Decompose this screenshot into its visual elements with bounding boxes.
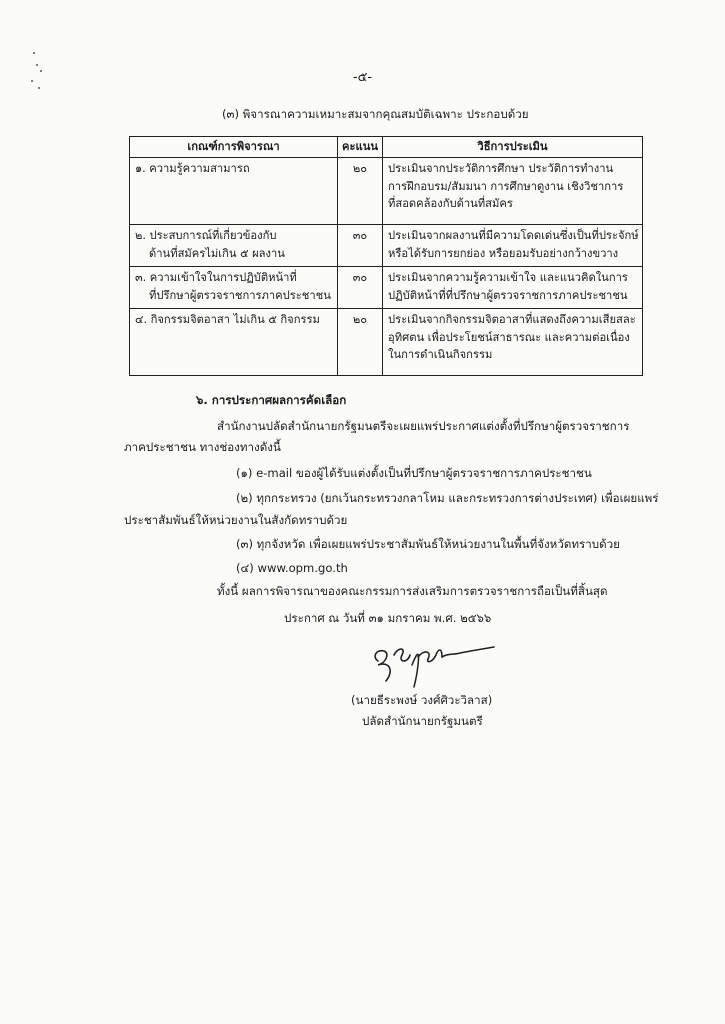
method-cell xyxy=(383,267,643,309)
announcement-date: ประกาศ ณ วันที่ ๓๑ มกราคม พ.ศ. ๒๕๖๖ xyxy=(284,611,492,625)
table-header-row xyxy=(130,137,643,158)
header-method: วิธีการประเมิน xyxy=(383,137,643,158)
announcement-para-line1: สำนักงานปลัดสำนักนายกรัฐมนตรีจะเผยแพร่ประกาศแต่งตั้งที่ปรึกษาผู้ตรวจราชการ xyxy=(217,419,630,433)
criteria-line: ๒. ประสบการณ์ที่เกี่ยวข้องกับ xyxy=(135,229,277,242)
section-intro: (๓) พิจารณาความเหมาะสมจากคุณสมบัติเฉพาะ ประกอบด้วย xyxy=(222,107,529,121)
method-line: การฝึกอบรม/สัมมนา การศึกษาดูงาน เชิงวิชาการ xyxy=(388,179,624,193)
table-row xyxy=(130,267,643,309)
method-line: ในการดำเนินกิจกรรม xyxy=(388,348,493,361)
page-number: -๕- xyxy=(352,70,373,85)
channel-item-email: (๑) e-mail ของผู้ได้รับแต่งตั้งเป็นที่ปรึกษาผู้ตรวจราชการภาคประชาชน xyxy=(236,466,592,480)
criteria-line: ด้านที่สมัครไม่เกิน ๕ ผลงาน xyxy=(149,246,285,260)
criteria-line: ๔. กิจกรรมจิตอาสา ไม่เกิน ๕ กิจกรรม xyxy=(135,313,320,326)
criteria-cell xyxy=(130,225,338,267)
final-statement: ทั้งนี้ ผลการพิจารณาของคณะกรรมการส่งเสริมการตรวจราชการถือเป็นที่สิ้นสุด xyxy=(217,584,608,598)
score-cell: ๓๐ xyxy=(338,225,383,267)
method-line: ประเมินจากกิจกรรมจิตอาสาที่แสดงถึงความเสียสละ xyxy=(388,313,636,326)
method-line: ประเมินจากผลงานที่มีความโดดเด่นซึ่งเป็นที่ประจักษ์ xyxy=(388,229,639,242)
announcement-heading: ๖. การประกาศผลการคัดเลือก xyxy=(196,393,347,407)
table-row xyxy=(130,158,643,225)
method-line: ที่สอดคล้องกับด้านที่สมัคร xyxy=(388,197,513,210)
criteria-line: ที่ปรึกษาผู้ตรวจราชการภาคประชาชน xyxy=(149,288,331,302)
criteria-cell xyxy=(130,158,338,225)
score-cell: ๓๐ xyxy=(338,267,383,309)
method-cell xyxy=(383,225,643,267)
score-cell: ๒๐ xyxy=(338,309,383,376)
channel-item-provinces: (๓) ทุกจังหวัด เพื่อเผยแพร่ประชาสัมพันธ์ให้หน่วยงานในพื้นที่จังหวัดทราบด้วย xyxy=(236,537,620,551)
table-row xyxy=(130,225,643,267)
method-line: อุทิศตน เพื่อประโยชน์สาธารณะ และความต่อเนื่อง xyxy=(388,330,630,344)
method-line: ประเมินจากประวัติการศึกษา ประวัติการทำงาน xyxy=(388,162,614,175)
criteria-line: ๓. ความเข้าใจในการปฏิบัติหน้าที่ xyxy=(135,271,297,284)
method-line: หรือได้รับการยกย่อง หรือยอมรับอย่างกว้างขวาง xyxy=(388,246,619,260)
criteria-table xyxy=(129,136,643,376)
criteria-line: ๑. ความรู้ความสามารถ xyxy=(135,162,250,175)
header-criteria: เกณฑ์การพิจารณา xyxy=(130,137,338,158)
table-row xyxy=(130,309,643,376)
method-cell xyxy=(383,309,643,376)
criteria-cell xyxy=(130,267,338,309)
signer-title: ปลัดสำนักนายกรัฐมนตรี xyxy=(362,714,483,728)
signer-name: (นายธีระพงษ์ วงศ์ศิวะวิลาส) xyxy=(351,693,493,707)
announcement-para-line2: ภาคประชาชน ทางช่องทางดังนี้ xyxy=(124,440,281,454)
score-cell: ๒๐ xyxy=(338,158,383,225)
channel-item-ministries: (๒) ทุกกระทรวง (ยกเว้นกระทรวงกลาโหม และกระทรวงการต่างประเทศ) เพื่อเผยแพร่ xyxy=(236,491,659,505)
method-cell xyxy=(383,158,643,225)
signature xyxy=(368,635,498,690)
method-line: ประเมินจากความรู้ความเข้าใจ และแนวคิดในการ xyxy=(388,271,628,284)
channel-item-website: (๔) www.opm.go.th xyxy=(236,561,348,575)
method-line: ปฏิบัติหน้าที่ที่ปรึกษาผู้ตรวจราชการภาคประชาชน xyxy=(388,288,628,302)
channel-item-ministries-cont: ประชาสัมพันธ์ให้หน่วยงานในสังกัดทราบด้วย xyxy=(124,513,348,527)
criteria-cell xyxy=(130,309,338,376)
header-score: คะแนน xyxy=(338,137,383,158)
